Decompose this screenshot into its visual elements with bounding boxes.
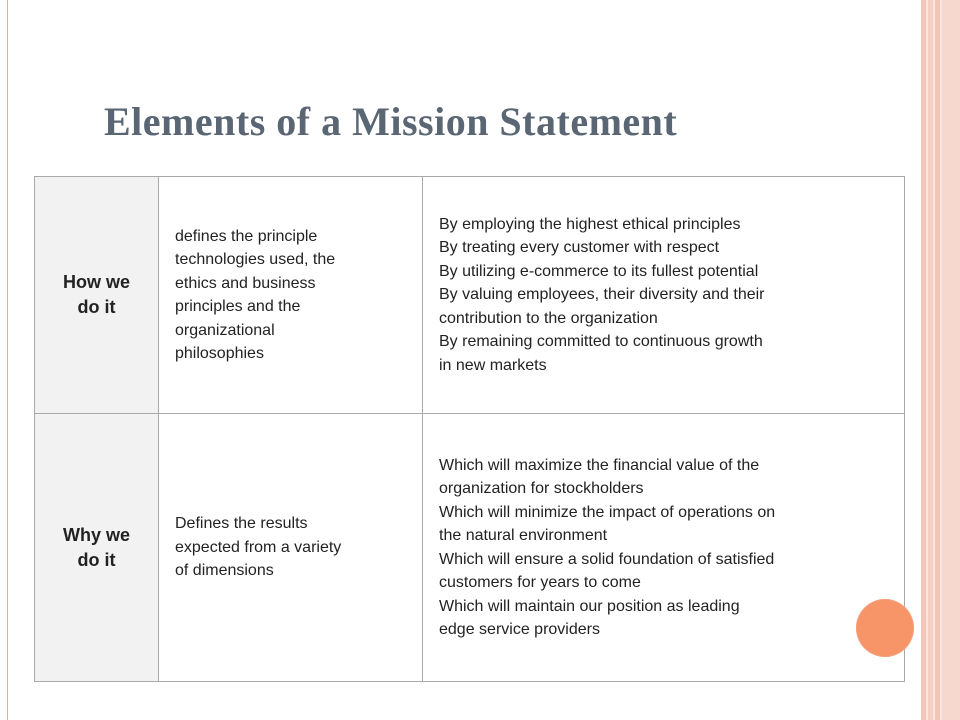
row-header-why: Why we do it — [35, 414, 159, 682]
row-header-how: How we do it — [35, 177, 159, 414]
decorative-circle-icon — [856, 599, 914, 657]
row-examples-why: Which will maximize the financial value of the organization for stockholders Which will minimize the impact of operations on the natural environment Which will ensure a solid foundation of satisfied customers for years to come Which will maintain our position as leading edge service providers — [423, 414, 905, 682]
row-description-how: defines the principle technologies used, the ethics and business principles and the organizational philosophies — [159, 177, 423, 414]
slide-title: Elements of a Mission Statement — [104, 99, 678, 144]
table-row-why — [35, 414, 905, 682]
mission-elements-table — [34, 176, 905, 682]
slide-frame-left-line — [7, 0, 8, 720]
table-row-how — [35, 177, 905, 414]
row-examples-how: By employing the highest ethical principles By treating every customer with respect By utilizing e-commerce to its fullest potential By valuing employees, their diversity and their contribution to the organization By remaining committed to continuous growth in new markets — [423, 177, 905, 414]
row-description-why: Defines the results expected from a variety of dimensions — [159, 414, 423, 682]
slide-frame-right-stripe — [942, 0, 960, 720]
